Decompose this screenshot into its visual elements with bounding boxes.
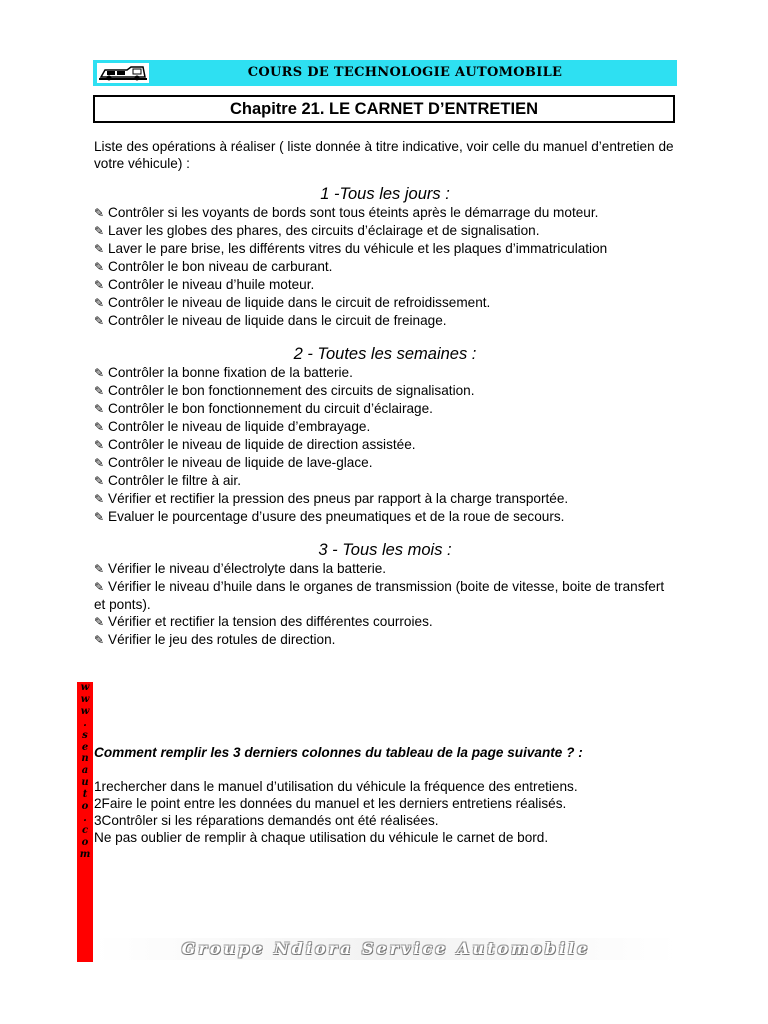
sidebar-letter: m (79, 848, 91, 860)
chapter-title: Chapitre 21. LE CARNET D’ENTRETIEN (93, 95, 675, 123)
operation-item (94, 613, 676, 631)
pencil-bullet-icon: ✎ (94, 384, 105, 398)
operation-text: Laver les globes des phares, des circuits d’éclairage et de signalisation. (108, 223, 540, 238)
operation-item (94, 454, 676, 472)
pencil-bullet-icon: ✎ (94, 492, 105, 506)
operation-text: Vérifier le jeu des rotules de direction. (108, 632, 336, 647)
header-band (93, 60, 677, 86)
operation-text: Laver le pare brise, les différents vitres du véhicule et les plaques d’immatriculation (108, 241, 608, 256)
pencil-bullet-icon: ✎ (94, 474, 105, 488)
instructions-steps (94, 778, 676, 846)
section-gap (94, 330, 676, 344)
operation-text: Contrôler le bon fonctionnement des circuits de signalisation. (108, 383, 475, 398)
operation-item (94, 400, 676, 418)
step-item: 2Faire le point entre les données du manuel et les derniers entretiens réalisés. (94, 796, 567, 811)
section-gap (94, 526, 676, 540)
intro-text: Liste des opérations à réaliser ( liste donnée à titre indicative, voir celle du manuel d’entretien de votre véhicule) : (94, 139, 674, 171)
operation-text: Contrôler le niveau de liquide dans le circuit de refroidissement. (108, 295, 491, 310)
step-item: Ne pas oublier de remplir à chaque utilisation du véhicule le carnet de bord. (94, 830, 549, 845)
operation-item (94, 222, 676, 240)
operation-item (94, 382, 676, 400)
pencil-bullet-icon: ✎ (94, 456, 105, 470)
pencil-bullet-icon: ✎ (94, 438, 105, 452)
operation-item (94, 472, 676, 490)
operation-item (94, 418, 676, 436)
pencil-bullet-icon: ✎ (94, 260, 105, 274)
sidebar-letter: . (83, 717, 87, 729)
operation-item (94, 240, 676, 258)
operation-text: Vérifier le niveau d’huile dans le organes de transmission (boite de vitesse, boite de transfert et ponts). (94, 579, 665, 612)
operation-text: Contrôler le bon fonctionnement du circuit d’éclairage. (108, 401, 433, 416)
footer-banner: Groupe Ndiora Service Automobile (94, 938, 678, 960)
operation-item (94, 312, 676, 330)
operations-content (94, 138, 676, 649)
operation-text: Contrôler le niveau de liquide de lave-glace. (108, 455, 373, 470)
operation-text: Contrôler la bonne fixation de la batterie. (108, 365, 353, 380)
pencil-bullet-icon: ✎ (94, 296, 105, 310)
sidebar-letter: w (80, 682, 90, 693)
pencil-bullet-icon: ✎ (94, 224, 105, 238)
operation-text: Vérifier et rectifier la pression des pneus par rapport à la charge transportée. (108, 491, 569, 506)
pencil-bullet-icon: ✎ (94, 633, 105, 647)
operation-item (94, 204, 676, 222)
operation-text: Contrôler le niveau de liquide de direction assistée. (108, 437, 416, 452)
pencil-bullet-icon: ✎ (94, 580, 105, 594)
course-title: COURS DE TECHNOLOGIE AUTOMOBILE (247, 65, 563, 80)
step-item: 3Contrôler si les réparations demandés ont été réalisées. (94, 813, 439, 828)
sidebar-letter: o (81, 801, 89, 813)
operation-item (94, 560, 676, 578)
pencil-bullet-icon: ✎ (94, 562, 105, 576)
operation-item (94, 364, 676, 382)
operation-text: Contrôler le niveau de liquide d’embrayage. (108, 419, 371, 434)
operation-item (94, 508, 676, 526)
operation-text: Contrôler le filtre à air. (108, 473, 241, 488)
sidebar-letter: . (83, 812, 87, 824)
sidebar-letter: t (82, 789, 88, 801)
operation-text: Evaluer le pourcentage d’usure des pneumatiques et de la roue de secours. (108, 509, 565, 524)
operation-item (94, 258, 676, 276)
operation-item (94, 490, 676, 508)
operations-list (94, 204, 676, 330)
section-title: 1 -Tous les jours : (320, 185, 450, 203)
pencil-bullet-icon: ✎ (94, 402, 105, 416)
pencil-bullet-icon: ✎ (94, 206, 105, 220)
pencil-bullet-icon: ✎ (94, 420, 105, 434)
pencil-bullet-icon: ✎ (94, 314, 105, 328)
operations-list (94, 560, 676, 649)
operations-list (94, 364, 676, 526)
operation-item (94, 631, 676, 649)
sidebar-letter: u (81, 777, 89, 789)
operation-text: Vérifier et rectifier la tension des différentes courroies. (108, 614, 433, 629)
operation-item (94, 436, 676, 454)
sections-container (94, 184, 676, 649)
pencil-bullet-icon: ✎ (94, 615, 105, 629)
sidebar-letter: c (81, 824, 89, 836)
operation-text: Vérifier le niveau d’électrolyte dans la batterie. (108, 561, 387, 576)
operation-text: Contrôler le niveau d’huile moteur. (108, 277, 315, 292)
sidebar-letter: w (80, 705, 90, 717)
operation-item (94, 276, 676, 294)
sidebar-letter: w (80, 693, 90, 705)
sidebar-letter: o (81, 836, 89, 848)
sidebar-letter: e (81, 741, 89, 753)
car-logo-icon (97, 63, 149, 83)
sidebar-letter: a (81, 765, 89, 777)
operation-text: Contrôler le niveau de liquide dans le circuit de freinage. (108, 313, 447, 328)
pencil-bullet-icon: ✎ (94, 366, 105, 380)
website-sidebar (77, 682, 93, 962)
step-item: 1rechercher dans le manuel d’utilisation du véhicule la fréquence des entretiens. (94, 779, 578, 794)
pencil-bullet-icon: ✎ (94, 278, 105, 292)
operation-text: Contrôler si les voyants de bords sont tous éteints après le démarrage du moteur. (108, 205, 599, 220)
instructions-question: Comment remplir les 3 derniers colonnes du tableau de la page suivante ? : (94, 745, 583, 760)
operation-item (94, 578, 676, 613)
section-title: 3 - Tous les mois : (318, 541, 452, 559)
sidebar-letter: s (82, 729, 88, 741)
section-title: 2 - Toutes les semaines : (293, 345, 477, 363)
operation-item (94, 294, 676, 312)
pencil-bullet-icon: ✎ (94, 242, 105, 256)
sidebar-letter: n (81, 753, 89, 765)
operation-text: Contrôler le bon niveau de carburant. (108, 259, 333, 274)
pencil-bullet-icon: ✎ (94, 510, 105, 524)
